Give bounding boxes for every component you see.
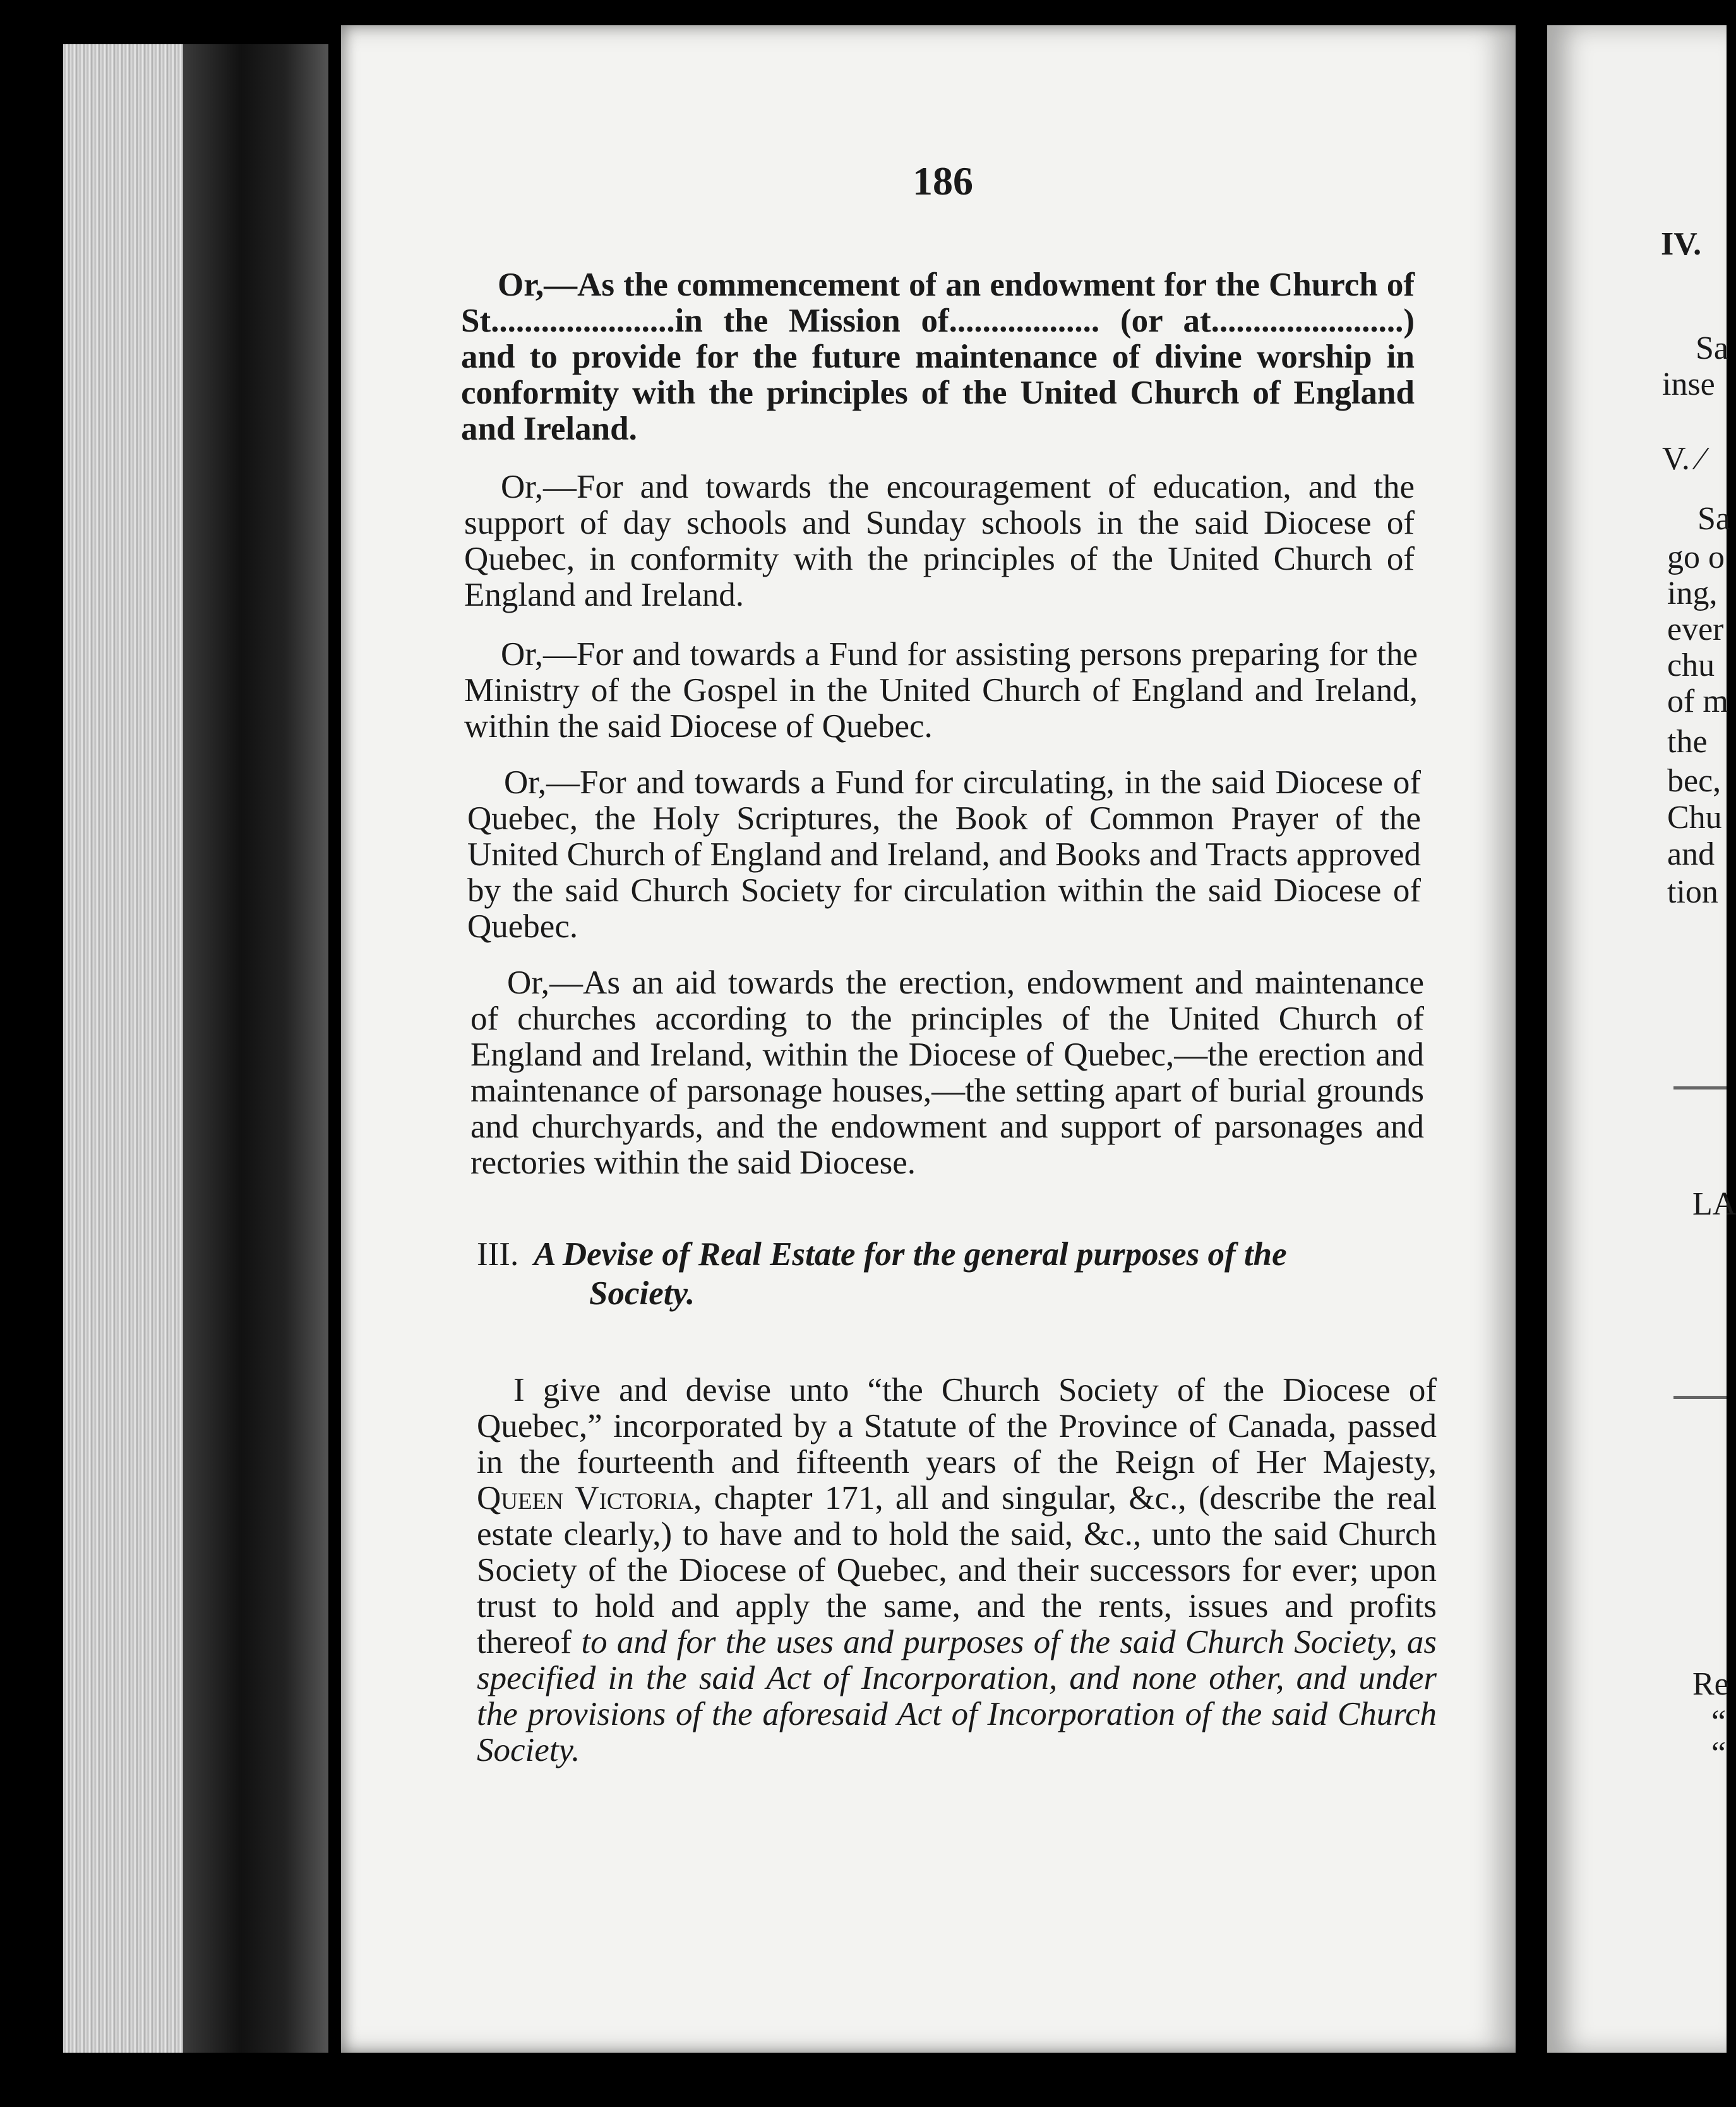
paragraph-ministry-fund: Or,—For and towards a Fund for assisting persons preparing for the Ministry of the Gospel in the United Church of England and Ireland, within the said Diocese of Quebec. [464, 636, 1418, 745]
section-number: III. [477, 1236, 519, 1273]
facing-line: and [1667, 836, 1715, 872]
facing-line: of m [1667, 683, 1728, 719]
facing-line: go o [1667, 539, 1725, 575]
section-heading [477, 1235, 1430, 1313]
page-number: 186 [913, 159, 973, 203]
facing-line: bec, [1667, 763, 1721, 799]
facing-line: Re [1692, 1666, 1729, 1702]
facing-line: tion [1667, 874, 1718, 910]
facing-line: Chu [1667, 800, 1722, 836]
facing-line: Sa [1697, 501, 1730, 537]
facing-rule [1673, 1086, 1727, 1090]
facing-line: ever [1667, 611, 1724, 647]
facing-line: the [1667, 724, 1708, 760]
paragraph-churches-aid: Or,—As an aid towards the erection, endowment and maintenance of churches according to the principles of the United Church of England and Ireland, within the Diocese of Quebec,—the erection and maintenance of parsonage houses,—the setting apart of burial grounds and churchyards, and the endowment and support of parsonages and rectories within the said Diocese. [470, 964, 1424, 1181]
section-title-line1: A Devise of Real Estate for the general purposes of the [534, 1236, 1287, 1273]
facing-heading-v: V. ⁄ [1662, 441, 1704, 477]
section-title-line2: Society. [589, 1275, 695, 1312]
right-page-fragment [1547, 25, 1727, 2053]
paragraph-endowment: Or,—As the commencement of an endowment for the Church of St......................in the Mission of.................. (or at.......................) and to provide for the future maintenance of divine worship in conformity with the principles of the United Church of England and Ireland. [461, 267, 1415, 447]
devise-text-middle: , chapter 171, all and singular, &c., (describe the real estate clearly,) to have and to hold the said, &c., unto the said Church Society of the Diocese of Quebec, and their successors for ever; upon trust to hold and apply the same, and the rents, issues and profits thereof [477, 1480, 1437, 1660]
facing-line: “ [1711, 1704, 1727, 1740]
devise-queen-name: Queen Victoria [477, 1480, 693, 1516]
devise-text-before: I give and devise unto “the Church Society of the Diocese of Quebec,” incorporated by a Statute of the Province of Canada, passed in the fourteenth and fifteenth years of the Reign of Her Majesty, [477, 1372, 1437, 1480]
paragraph-devise [477, 1372, 1437, 1768]
facing-line: Sa [1696, 330, 1728, 366]
facing-line: inse [1662, 366, 1715, 402]
paragraph-scriptures-fund: Or,—For and towards a Fund for circulating, in the said Diocese of Quebec, the Holy Scriptures, the Book of Common Prayer of the United Church of England and Ireland, and Books and Tracts approved by the said Church Society for circulation within the said Diocese of Quebec. [467, 764, 1421, 945]
facing-line: chu [1667, 647, 1715, 683]
devise-italic-end: to and for the uses and purposes of the said Church Society, as specified in the said Act of Incorporation, and none other, and under the provisions of the aforesaid Act of Incorporation of the said Church Society. [477, 1624, 1437, 1768]
facing-line: ing, [1667, 575, 1718, 611]
book-spine-shadow [183, 44, 328, 2053]
facing-line: “ [1711, 1736, 1727, 1772]
facing-rule [1673, 1396, 1727, 1399]
paragraph-education: Or,—For and towards the encouragement of education, and the support of day schools and Sunday schools in the said Diocese of Quebec, in conformity with the principles of the United Church of England and Ireland. [464, 469, 1415, 613]
facing-heading-la: LA [1692, 1186, 1736, 1222]
facing-heading-iv: IV. [1661, 226, 1702, 262]
